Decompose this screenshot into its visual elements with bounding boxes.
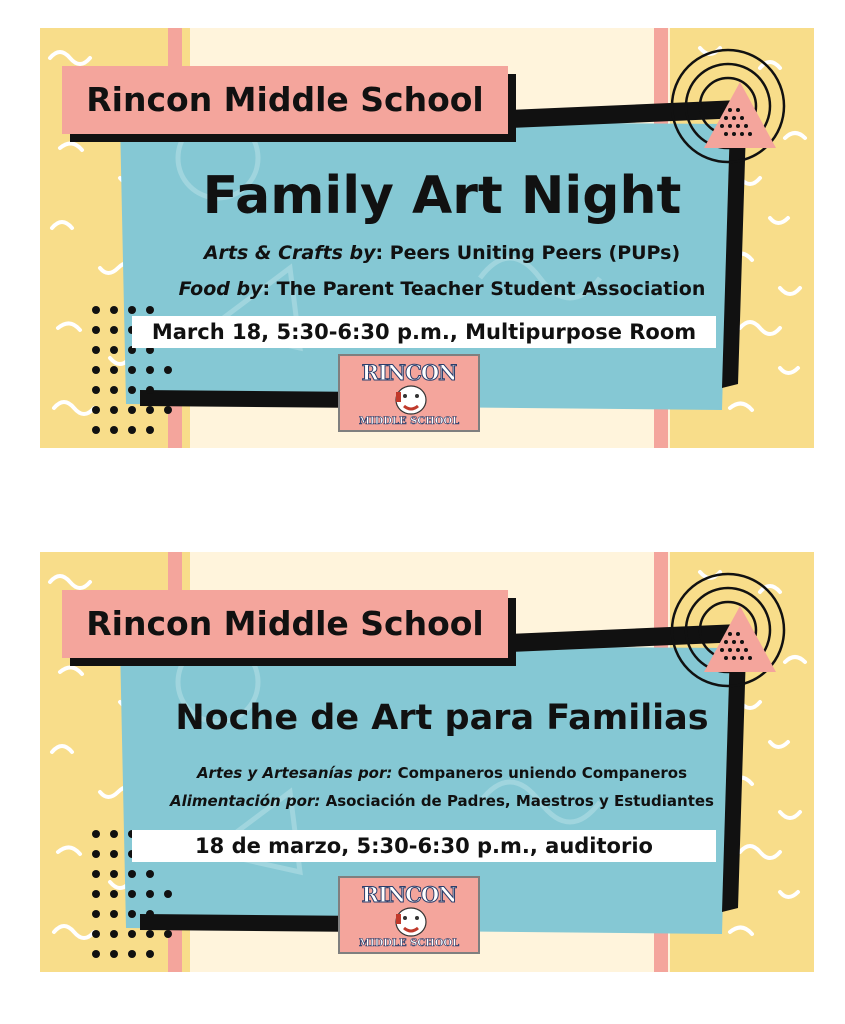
logo-text-top: RINCON [361,882,457,907]
event-title: Family Art Night [202,166,682,226]
school-logo [338,876,480,954]
school-name-banner [62,590,508,658]
crafts-label: Arts & Crafts by [203,242,376,264]
crafts-value: : Peers Uniting Peers (PUPs) [375,242,681,264]
event-date-location: March 18, 5:30-6:30 p.m., Multipurpose Room [132,316,716,348]
crafts-value: Companeros uniendo Companeros [392,764,688,782]
bulldog-mascot-icon [392,382,430,416]
food-value: Asociación de Padres, Maestros y Estudiantes [320,792,714,810]
event-date-location: 18 de marzo, 5:30-6:30 p.m., auditorio [132,830,716,862]
food-credit [122,792,762,810]
school-logo [338,354,480,432]
logo-text-bottom: MIDDLE SCHOOL [358,938,460,949]
food-value: : The Parent Teacher Student Association [262,278,706,300]
crafts-label: Artes y Artesanías por: [196,764,393,782]
logo-text-bottom: MIDDLE SCHOOL [358,416,460,427]
food-label: Food by [178,278,263,300]
logo-text-top: RINCON [361,360,457,385]
crafts-credit [122,242,762,264]
flyer-english [40,28,814,448]
crafts-credit [122,764,762,782]
school-name: Rincon Middle School [86,80,484,119]
event-title: Noche de Art para Familias [175,698,709,738]
bulldog-mascot-icon [392,904,430,938]
school-name-banner [62,66,508,134]
school-name: Rincon Middle School [86,604,484,643]
flyer-spanish [40,552,814,972]
food-credit [122,278,762,300]
food-label: Alimentación por: [170,792,321,810]
